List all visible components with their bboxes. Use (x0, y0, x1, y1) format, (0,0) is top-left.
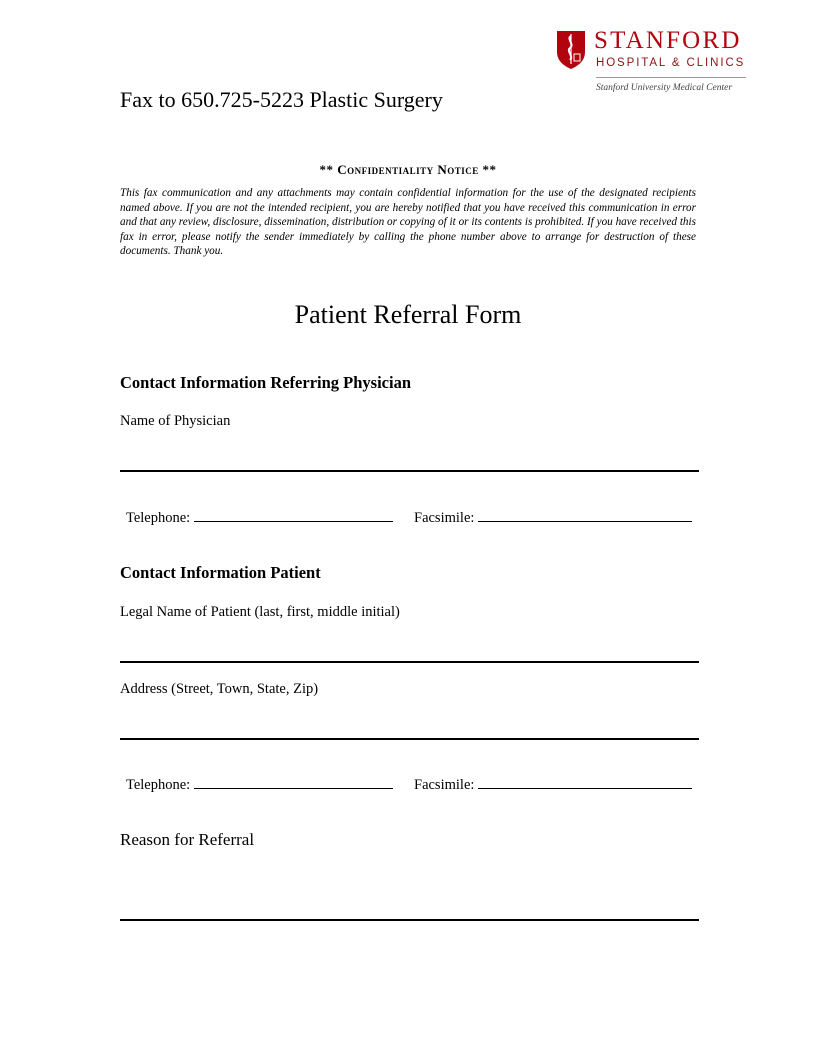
physician-facsimile-row (414, 508, 692, 527)
referral-reason-field[interactable] (120, 919, 699, 921)
fax-line: Fax to 650.725-5223 Plastic Surgery (120, 87, 443, 112)
logo-subtitle: HOSPITAL & CLINICS (596, 57, 746, 69)
patient-legal-name-field[interactable] (120, 661, 699, 663)
patient-facsimile-label: Facsimile: (414, 777, 475, 793)
physician-telephone-field[interactable] (194, 508, 393, 522)
patient-legal-name-label: Legal Name of Patient (last, first, middle initial) (120, 604, 400, 620)
logo-tagline: Stanford University Medical Center (596, 83, 733, 93)
physician-telephone-row (126, 508, 393, 527)
logo-divider (596, 77, 746, 78)
physician-name-field[interactable] (120, 470, 699, 472)
form-title: Patient Referral Form (294, 300, 522, 329)
patient-telephone-row (126, 775, 393, 794)
physician-heading: Contact Information Referring Physician (120, 373, 412, 392)
stanford-shield-icon (556, 30, 586, 70)
stanford-logo (556, 27, 748, 96)
patient-telephone-label: Telephone: (126, 777, 191, 793)
referral-heading: Reason for Referral (120, 830, 255, 849)
patient-facsimile-row (414, 775, 692, 794)
confidentiality-title: ** Confidentiality Notice ** (319, 162, 497, 177)
patient-telephone-field[interactable] (194, 775, 393, 789)
physician-telephone-label: Telephone: (126, 510, 191, 526)
confidentiality-body: This fax communication and any attachments may contain confidential information for the use of the designated recipients named above. If you are not the intended recipient, you are hereby notified that you have received this communication in error and that any review, disclosure, dissemination, distribution or copying of it or its contents is prohibited. If you have received this fax in error, please notify the sender immediately by calling the phone number above to arrange for destruction of these documents. Thank you. (120, 187, 696, 258)
physician-facsimile-label: Facsimile: (414, 510, 475, 526)
physician-facsimile-field[interactable] (478, 508, 692, 522)
logo-name: STANFORD (594, 27, 742, 54)
physician-name-label: Name of Physician (120, 413, 231, 429)
patient-facsimile-field[interactable] (478, 775, 692, 789)
patient-address-field[interactable] (120, 738, 699, 740)
patient-heading: Contact Information Patient (120, 563, 321, 582)
patient-address-label: Address (Street, Town, State, Zip) (120, 681, 319, 697)
